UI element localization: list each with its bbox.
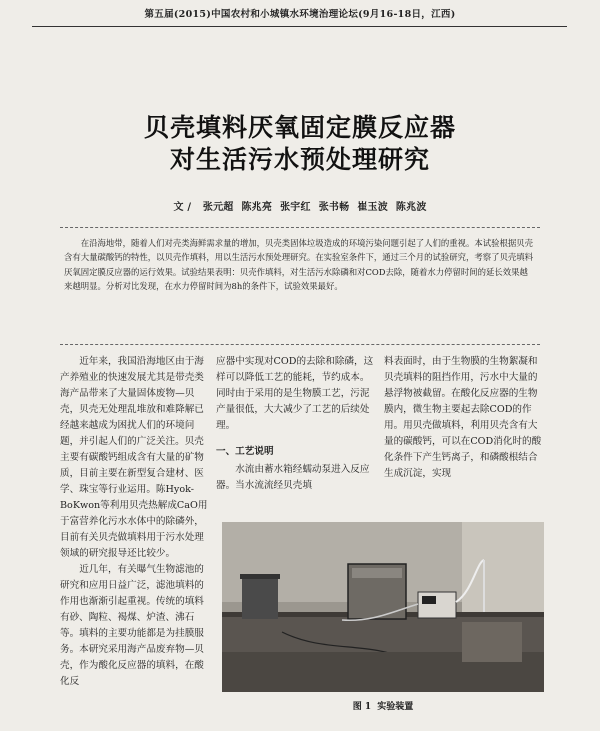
article-title <box>0 112 600 176</box>
figure-caption-text: 实验装置 <box>377 702 414 712</box>
author-line <box>0 198 600 213</box>
body-column-3 <box>384 354 544 482</box>
body-paragraph: 水流由蓄水箱经蠕动泵进入反应器。当水流流经贝壳填 <box>216 464 370 491</box>
body-paragraph: 应器中实现对COD的去除和除磷，这样可以降低工艺的能耗，节约成本。同时由于采用的是生物膜工艺，污泥产量很低，大大减少了工艺的后续处理。 <box>216 356 374 431</box>
author-name: 陈兆亮 <box>241 202 273 213</box>
body-paragraph: 近几年，有关曝气生物滤池的研究和应用日益广泛，滤池填料的作用也渐渐引起重视。传统的填料有砂、陶粒、褐煤、炉渣、沸石等。填料的主要功能都是为挂膜服务。本研究采用海产品废弃物—贝壳，作为酸化反应器的填料，在酸化反 <box>60 564 204 687</box>
title-line-2: 对生活污水预处理研究 <box>169 145 430 174</box>
abstract-box <box>60 227 540 345</box>
author-name: 张元超 <box>202 202 234 213</box>
abstract-text: 在沿海地带，随着人们对壳类海鲜需求量的增加，贝壳类固体垃圾造成的环境污染问题引起了人们的重视。本试验根据贝壳含有大量碳酸钙的特性，以贝壳作填料，用以生活污水预处理研究。在实验室条件下，通过三个月的试验研究，考察了贝壳填料厌氧固定膜反应器的运行效果。试验结果表明：贝壳作填料，对生活污水除磷和对COD去除，随着水力停留时间的延长效果越来越明显。分析对比发现，在水力停留时间为8h的条件下，试验效果最好。 <box>64 238 534 292</box>
author-name: 崔玉波 <box>357 202 388 213</box>
section-heading: 一、工艺说明 <box>216 446 274 457</box>
figure-caption <box>222 699 544 712</box>
photo-illustration <box>222 522 544 692</box>
conference-header: 第五届(2015)中国农村和小城镇水环境治理论坛(9月16-18日，江西) <box>144 9 456 20</box>
figure-label: 图 1 <box>352 702 372 712</box>
author-name: 陈兆波 <box>395 202 427 213</box>
title-line-1: 贝壳填料厌氧固定膜反应器 <box>143 113 456 142</box>
body-paragraph: 近年来，我国沿海地区由于海产养殖业的快速发展尤其是带壳类海产品带来了大量固体废物—贝壳，贝壳无处理乱堆放和难降解已经越来越成为困扰人们的环境问题，并引起人们的广泛关注。贝壳主要有碳酸钙组成含有大量的矿物质，目前主要在新型复合建材、医学、珠宝等行业运用。陈Hyok-BoKwon等利用贝壳热解成CaO用于富营养化污水水体中的除磷外，目前有关贝壳做填料用于污水处理领域的研究报导还比较少。 <box>60 356 208 559</box>
header-rule <box>32 26 567 27</box>
author-name: 张宇红 <box>280 202 311 213</box>
body-paragraph: 料表面时，由于生物膜的生物絮凝和贝壳填料的阻挡作用，污水中大量的悬浮物被截留。在酸化反应器的生物膜内，微生物主要起去除COD的作用。用贝壳做填料，利用贝壳含有大量的碳酸钙，可以在COD消化时的酸化条件下产生钙离子，和磷酸根结合生成沉淀，实现 <box>384 356 542 479</box>
body-column-2 <box>216 354 376 494</box>
author-name: 张书畅 <box>318 202 350 213</box>
author-prefix: 文 / <box>173 202 195 213</box>
experiment-setup-photo <box>222 522 544 692</box>
body-column-1 <box>60 354 208 690</box>
